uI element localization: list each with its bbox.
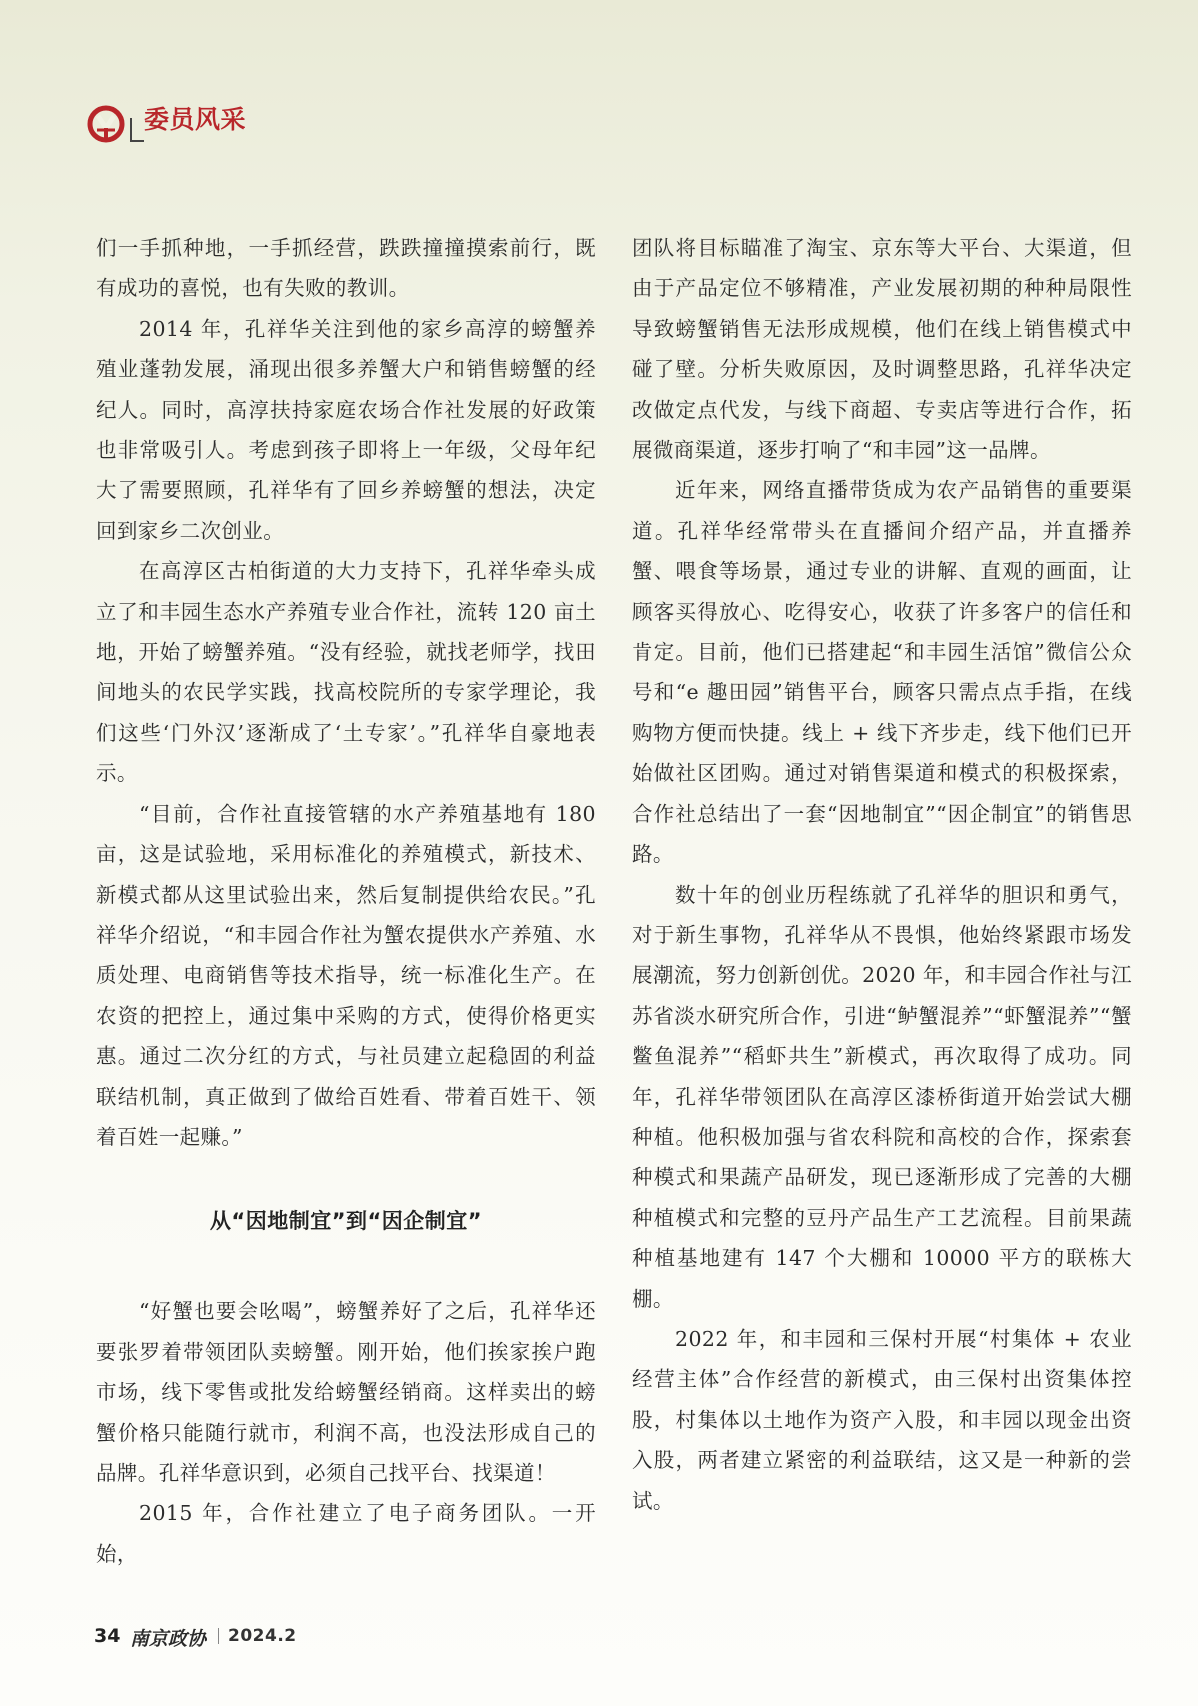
page-footer xyxy=(94,1625,394,1651)
section-title: 委员风采 xyxy=(144,105,247,134)
paragraph: 2015 年，合作社建立了电子商务团队。一开始， xyxy=(96,1501,596,1566)
paragraph: 们一手抓种地，一手抓经营，跌跌撞撞摸索前行，既有成功的喜悦，也有失败的教训。 xyxy=(96,236,596,301)
page-number: 34 xyxy=(94,1625,121,1647)
right-column xyxy=(632,228,1132,1521)
paragraph: 数十年的创业历程练就了孔祥华的胆识和勇气，对于新生事物，孔祥华从不畏惧，他始终紧跟市场发展潮流，努力创新创优。2020 年，和丰园合作社与江苏省淡水研究所合作，引进“鲈蟹混养”“虾蟹混养”“蟹鳖鱼混养”“稻虾共生”新模式，再次取得了成功。同年，孔祥华带领团队在高淳区漆桥街道开始尝试大棚种植。他积极加强与省农科院和高校的合作，探索套种模式和果蔬产品研发，现已逐渐形成了完善的大棚种植模式和完整的豆丹产品生产工艺流程。目前果蔬种植基地建有 147 个大棚和 10000 平方的联栋大棚。 xyxy=(632,882,1132,1311)
paragraph: “好蟹也要会吆喝”，螃蟹养好了之后，孔祥华还要张罗着带领团队卖螃蟹。刚开始，他们挨家挨户跑市场，线下零售或批发给螃蟹经销商。这样卖出的螃蟹价格只能随行就市，利润不高，也没法形成自己的品牌。孔祥华意识到，必须自己找平台、找渠道！ xyxy=(96,1299,596,1485)
paragraph: 团队将目标瞄准了淘宝、京东等大平台、大渠道，但由于产品定位不够精准，产业发展初期的种种局限性导致螃蟹销售无法形成规模，他们在线上销售模式中碰了壁。分析失败原因，及时调整思路，孔祥华决定改做定点代发，与线下商超、专卖店等进行合作，拓展微商渠道，逐步打响了“和丰园”这一品牌。 xyxy=(632,236,1132,463)
paragraph: 近年来，网络直播带货成为农产品销售的重要渠道。孔祥华经常带头在直播间介绍产品，并直播养蟹、喂食等场景，通过专业的讲解、直观的画面，让顾客买得放心、吃得安心，收获了许多客户的信任和肯定。目前，他们已搭建起“和丰园生活馆”微信公众号和“e 趣田园”销售平台，顾客只需点点手指，在线购物方便而快捷。线上 + 线下齐步走，线下他们已开始做社区团购。通过对销售渠道和模式的积极探索，合作社总结出了一套“因地制宜”“因企制宜”的销售思路。 xyxy=(632,478,1132,867)
left-column xyxy=(96,228,596,1574)
section-header xyxy=(86,100,286,146)
paragraph: 在高淳区古柏街道的大力支持下，孔祥华牵头成立了和丰园生态水产养殖专业合作社，流转 120 亩土地，开始了螃蟹养殖。“没有经验，就找老师学，找田间地头的农民学实践，找高校院所的专家学理论，我们这些‘门外汉’逐渐成了‘土专家’。”孔祥华自豪地表示。 xyxy=(96,559,596,786)
section-subheading: 从“因地制宜”到“因企制宜” xyxy=(209,1209,483,1234)
paragraph: 2014 年，孔祥华关注到他的家乡高淳的螃蟹养殖业蓬勃发展，涌现出很多养蟹大户和销售螃蟹的经纪人。同时，高淳扶持家庭农场合作社发展的好政策也非常吸引人。考虑到孩子即将上一年级，父母年纪大了需要照顾，孔祥华有了回乡养螃蟹的想法，决定回到家乡二次创业。 xyxy=(96,316,596,543)
cppcc-logo-icon xyxy=(86,104,132,144)
magazine-name: 南京政协 xyxy=(130,1628,207,1650)
header-bracket-decoration xyxy=(130,118,144,142)
paragraph: 2022 年，和丰园和三保村开展“村集体 + 农业经营主体”合作经营的新模式，由三保村出资集体控股，村集体以土地作为资产入股，和丰园以现金出资入股，两者建立紧密的利益联结，这又是一种新的尝试。 xyxy=(632,1326,1132,1513)
footer-divider xyxy=(218,1628,219,1644)
paragraph: “目前，合作社直接管辖的水产养殖基地有 180 亩，这是试验地，采用标准化的养殖模式，新技术、新模式都从这里试验出来，然后复制提供给农民。”孔祥华介绍说，“和丰园合作社为蟹农提供水产养殖、水质处理、电商销售等技术指导，统一标准化生产。在农资的把控上，通过集中采购的方式，使得价格更实惠。通过二次分红的方式，与社员建立起稳固的利益联结机制，真正做到了做给百姓看、带着百姓干、领着百姓一起赚。” xyxy=(96,801,596,1149)
issue-number: 2024.2 xyxy=(228,1626,297,1646)
